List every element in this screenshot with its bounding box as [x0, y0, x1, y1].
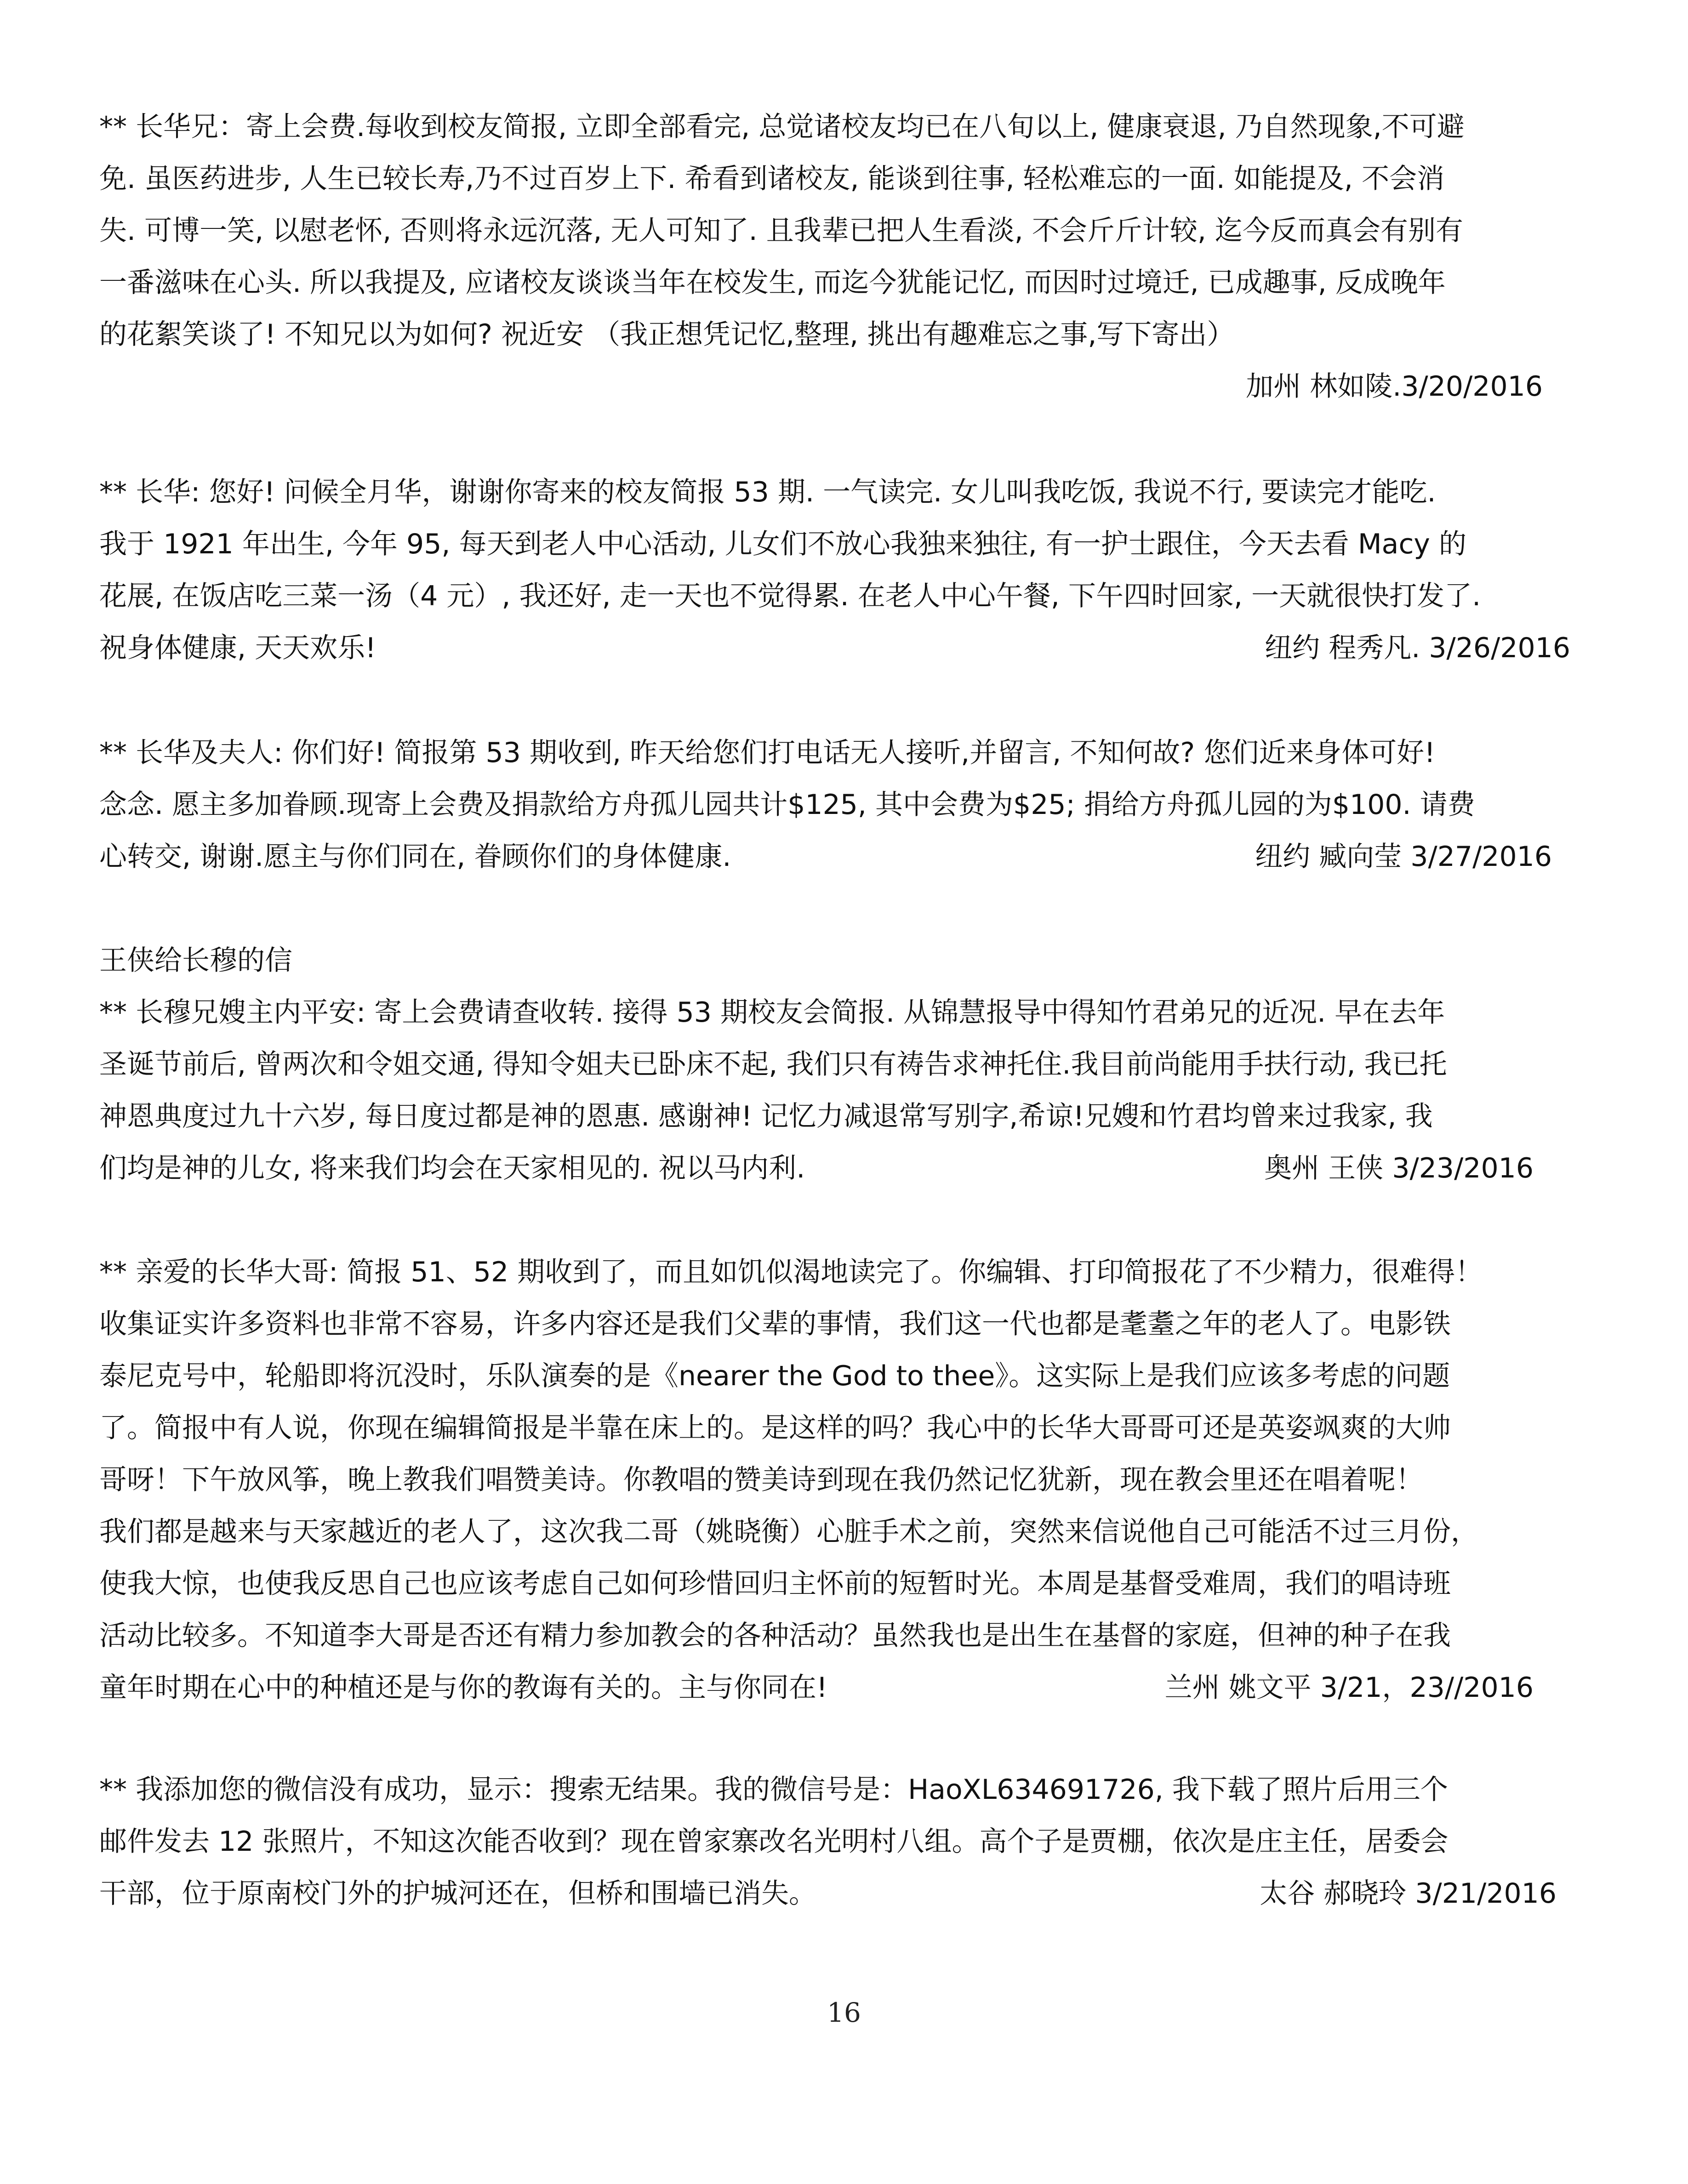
letter-line: 干部，位于原南校门外的护城河还在，但桥和围墙已消失。	[99, 1877, 816, 1910]
letter-3	[99, 727, 1616, 883]
letter-2	[99, 466, 1616, 674]
letter-line: 邮件发去 12 张照片，不知这次能否收到？现在曾家寨改名光明村八组。高个子是贾棚，依次是庄主任，居委会	[99, 1826, 1448, 1858]
letter-line: 神恩典度过九十六岁, 每日度过都是神的恩惠. 感谢神! 记忆力减退常写别字,希谅!兄嫂和竹君均曾来过我家, 我	[99, 1100, 1433, 1132]
letter-line: ** 亲爱的长华大哥: 简报 51、52 期收到了，而且如饥似渴地读完了。你编辑、打印简报花了不少精力，很难得！	[99, 1256, 1483, 1288]
letter-line: 我于 1921 年出生, 今年 95, 每天到老人中心活动, 儿女们不放心我独来独往, 有一护士跟住，今天去看 Macy 的	[99, 528, 1467, 560]
letter-line: ** 长华及夫人: 你们好! 简报第 53 期收到, 昨天给您们打电话无人接听,并留言, 不知何故? 您们近来身体可好!	[99, 737, 1436, 769]
letter-line-with-signature	[99, 1143, 1616, 1194]
letter-heading: 王侠给长穆的信	[99, 944, 292, 977]
letter-6	[99, 1764, 1616, 1920]
letter-line-with-signature	[99, 622, 1616, 674]
letter-signature: 兰州 姚文平 3/21，23//2016	[1164, 1672, 1534, 1704]
letter-line: 的花絮笑谈了! 不知兄以为如何? 祝近安 （我正想凭记忆,整理, 挑出有趣难忘之事,写下寄出）	[99, 318, 1235, 351]
letter-line: ** 长华兄：寄上会费.每收到校友简报, 立即全部看完, 总觉诸校友均已在八旬以上, 健康衰退, 乃自然现象,不可避	[99, 111, 1465, 143]
letter-5	[99, 1246, 1616, 1714]
letter-signature: 加州 林如陵.3/20/2016	[1246, 370, 1543, 403]
letter-line: ** 我添加您的微信没有成功，显示：搜索无结果。我的微信号是：HaoXL634691726, 我下载了照片后用三个	[99, 1774, 1448, 1806]
letter-line: 使我大惊，也使我反思自己也应该考虑自己如何珍惜回归主怀前的短暂时光。本周是基督受难周，我们的唱诗班	[99, 1568, 1451, 1600]
letter-line: 泰尼克号中，轮船即将沉没时，乐队演奏的是《nearer the God to thee》。这实际上是我们应该多考虑的问题	[99, 1360, 1450, 1392]
letter-line-with-signature	[99, 1662, 1616, 1714]
letter-line: ** 长华: 您好! 问候全月华，谢谢你寄来的校友简报 53 期. 一气读完. 女儿叫我吃饭, 我说不行, 要读完才能吃.	[99, 476, 1436, 508]
letter-line: 收集证实许多资料也非常不容易，许多内容还是我们父辈的事情，我们这一代也都是耄耋之年的老人了。电影铁	[99, 1308, 1451, 1340]
letter-line: 我们都是越来与天家越近的老人了，这次我二哥（姚晓衡）心脏手术之前，突然来信说他自己可能活不过三月份，	[99, 1516, 1478, 1548]
letter-line: 哥呀！下午放风筝，晚上教我们唱赞美诗。你教唱的赞美诗到现在我仍然记忆犹新，现在教会里还在唱着呢！	[99, 1464, 1423, 1496]
letter-line: 祝身体健康, 天天欢乐!	[99, 632, 376, 664]
letter-4	[99, 935, 1616, 1194]
letter-line: 一番滋味在心头. 所以我提及, 应诸校友谈谈当年在校发生, 而迄今犹能记忆, 而因时过境迁, 已成趣事, 反成晚年	[99, 267, 1446, 299]
letter-line: 圣诞节前后, 曾两次和令姐交通, 得知令姐夫已卧床不起, 我们只有祷告求神托住.我目前尚能用手扶行动, 我已托	[99, 1048, 1447, 1081]
letter-signature: 太谷 郝晓玲 3/21/2016	[1260, 1877, 1557, 1910]
letter-line: 心转交, 谢谢.愿主与你们同在, 眷顾你们的身体健康.	[99, 841, 731, 873]
letter-signature: 奥州 王侠 3/23/2016	[1264, 1152, 1534, 1184]
letter-line: 活动比较多。不知道李大哥是否还有精力参加教会的各种活动？虽然我也是出生在基督的家庭，但神的种子在我	[99, 1620, 1451, 1652]
letter-1	[99, 101, 1616, 413]
letter-signature: 纽约 程秀凡. 3/26/2016	[1265, 632, 1570, 664]
letter-line: 免. 虽医药进步, 人生已较长寿,乃不过百岁上下. 希看到诸校友, 能谈到往事, 轻松难忘的一面. 如能提及, 不会消	[99, 163, 1445, 195]
letter-line: 失. 可博一笑, 以慰老怀, 否则将永远沉落, 无人可知了. 且我辈已把人生看淡, 不会斤斤计较, 迄今反而真会有别有	[99, 215, 1464, 247]
letter-line: 们均是神的儿女, 将来我们均会在天家相见的. 祝以马内利.	[99, 1152, 805, 1184]
letter-signature: 纽约 臧向莹 3/27/2016	[1255, 841, 1552, 873]
page-number: 16	[827, 1997, 861, 2028]
letter-line: 花展, 在饭店吃三菜一汤（4 元）, 我还好, 走一天也不觉得累. 在老人中心午餐, 下午四时回家, 一天就很快打发了.	[99, 580, 1481, 612]
letter-line-with-signature	[99, 831, 1616, 883]
letter-line: 了。简报中有人说，你现在编辑简报是半靠在床上的。是这样的吗？我心中的长华大哥哥可还是英姿飒爽的大帅	[99, 1412, 1451, 1444]
letter-line: 念念. 愿主多加眷顾.现寄上会费及捐款给方舟孤儿园共计$125, 其中会费为$25; 捐给方舟孤儿园的为$100. 请费	[99, 789, 1475, 821]
letter-line-with-signature	[99, 1868, 1616, 1920]
letter-line: 童年时期在心中的种植还是与你的教诲有关的。主与你同在!	[99, 1672, 828, 1704]
letter-line: ** 长穆兄嫂主内平安: 寄上会费请查收转. 接得 53 期校友会简报. 从锦慧报导中得知竹君弟兄的近况. 早在去年	[99, 996, 1445, 1029]
